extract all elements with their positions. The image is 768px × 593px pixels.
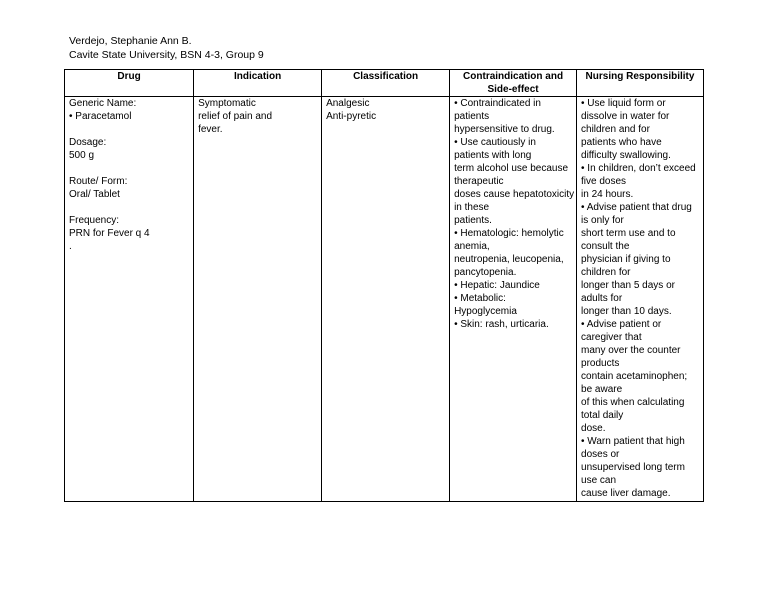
nursing-line: in 24 hours. [581, 189, 634, 200]
contraindication-line: • Hepatic: Jaundice [454, 280, 540, 291]
contraindication-line: • Metabolic: [454, 293, 506, 304]
classification-line: Analgesic [326, 98, 370, 109]
nursing-line: longer than 5 days or [581, 280, 675, 291]
header-drug: Drug [65, 70, 194, 97]
header-nursing-responsibility: Nursing Responsibility [577, 70, 704, 97]
nursing-line: five doses [581, 176, 627, 187]
table-row [65, 97, 704, 502]
header-contraindication-line1: Contraindication and [463, 71, 564, 82]
nursing-line: physician if giving to [581, 254, 671, 265]
document-header [69, 34, 264, 62]
nursing-line: doses or [581, 449, 620, 460]
nursing-line: difficulty swallowing. [581, 150, 671, 161]
cell-nursing-responsibility [577, 97, 704, 502]
indication-line: Symptomatic [198, 98, 256, 109]
frequency-extra: . [69, 241, 72, 252]
contraindication-line: therapeutic [454, 176, 504, 187]
route-label: Route/ Form: [69, 176, 128, 187]
nursing-line: many over the counter [581, 345, 681, 356]
table-header-row [65, 70, 704, 97]
dosage-value: 500 g [69, 150, 95, 161]
cell-indication [194, 97, 322, 502]
nursing-line: short term use and to [581, 228, 676, 239]
nursing-line: adults for [581, 293, 623, 304]
nursing-line: • Advise patient that drug [581, 202, 692, 213]
contraindication-line: hypersensitive to drug. [454, 124, 555, 135]
nursing-line: • Advise patient or [581, 319, 662, 330]
nursing-line: of this when calculating [581, 397, 685, 408]
cell-contraindication [450, 97, 577, 502]
nursing-line: unsupervised long term [581, 462, 685, 473]
nursing-line: use can [581, 475, 617, 486]
nursing-line: cause liver damage. [581, 488, 671, 499]
contraindication-line: • Hematologic: hemolytic [454, 228, 564, 239]
contraindication-line: neutropenia, leucopenia, [454, 254, 564, 265]
nursing-line: products [581, 358, 620, 369]
contraindication-line: patients with long [454, 150, 532, 161]
cell-drug [65, 97, 194, 502]
route-value: Oral/ Tablet [69, 189, 120, 200]
contraindication-line: • Use cautiously in [454, 137, 536, 148]
nursing-line: • Use liquid form or [581, 98, 666, 109]
nursing-line: caregiver that [581, 332, 642, 343]
contraindication-line: anemia, [454, 241, 490, 252]
nursing-line: consult the [581, 241, 630, 252]
header-classification: Classification [322, 70, 450, 97]
contraindication-line: Hypoglycemia [454, 306, 517, 317]
nursing-line: dose. [581, 423, 606, 434]
frequency-value: PRN for Fever q 4 [69, 228, 150, 239]
contraindication-line: • Skin: rash, urticaria. [454, 319, 549, 330]
nursing-line: be aware [581, 384, 623, 395]
school-info: Cavite State University, BSN 4-3, Group 9 [69, 49, 264, 61]
contraindication-line: pancytopenia. [454, 267, 517, 278]
contraindication-line: patients. [454, 215, 492, 226]
nursing-line: longer than 10 days. [581, 306, 672, 317]
contraindication-line: • Contraindicated in [454, 98, 541, 109]
nursing-line: children and for [581, 124, 650, 135]
nursing-line: • In children, don’t exceed [581, 163, 696, 174]
classification-line: Anti-pyretic [326, 111, 377, 122]
generic-name-label: Generic Name: [69, 98, 137, 109]
nursing-line: children for [581, 267, 631, 278]
contraindication-line: doses cause hepatotoxicity [454, 189, 575, 200]
nursing-line: dissolve in water for [581, 111, 670, 122]
contraindication-line: patients [454, 111, 490, 122]
drug-study-table [64, 69, 704, 502]
nursing-line: • Warn patient that high [581, 436, 685, 447]
author-name: Verdejo, Stephanie Ann B. [69, 35, 192, 47]
contraindication-line: in these [454, 202, 490, 213]
generic-name-value: • Paracetamol [69, 111, 132, 122]
header-contraindication-line2: Side-effect [487, 84, 539, 95]
indication-line: fever. [198, 124, 223, 135]
nursing-line: total daily [581, 410, 624, 421]
indication-line: relief of pain and [198, 111, 273, 122]
cell-classification [322, 97, 450, 502]
frequency-label: Frequency: [69, 215, 120, 226]
header-contraindication [450, 70, 577, 97]
contraindication-line: term alcohol use because [454, 163, 569, 174]
nursing-line: contain acetaminophen; [581, 371, 688, 382]
nursing-line: is only for [581, 215, 624, 226]
header-indication: Indication [194, 70, 322, 97]
nursing-line: patients who have [581, 137, 662, 148]
dosage-label: Dosage: [69, 137, 107, 148]
